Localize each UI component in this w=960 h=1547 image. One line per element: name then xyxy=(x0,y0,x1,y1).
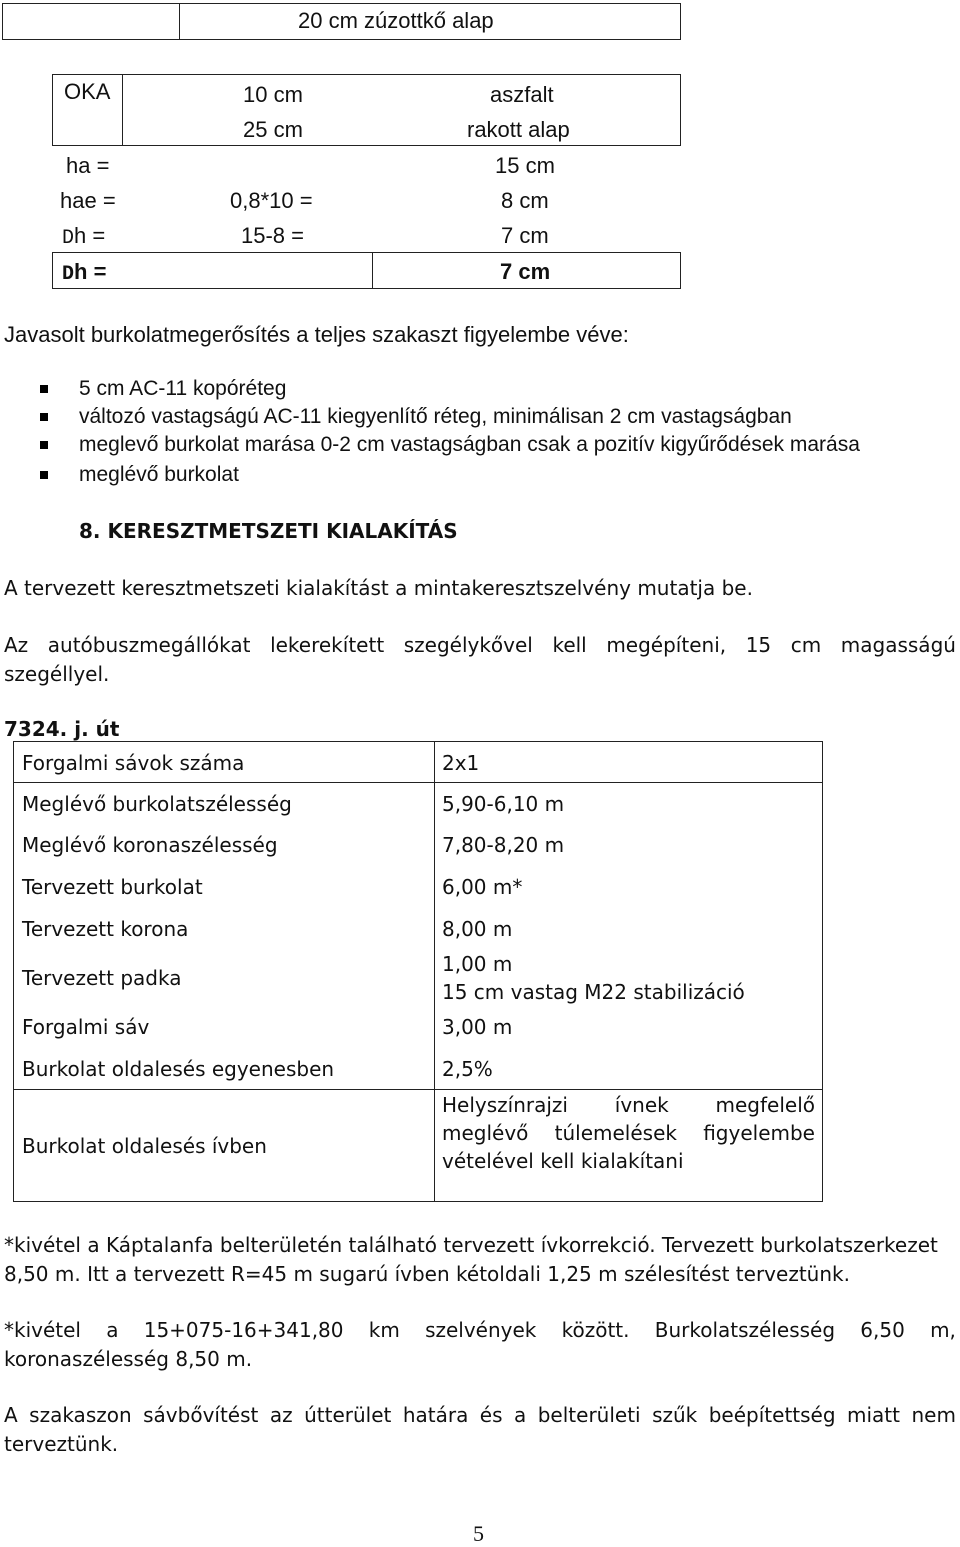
bullet-marker xyxy=(40,441,48,449)
paragraph: A tervezett keresztmetszeti kialakítást a mintakeresztszelvény mutatja be. xyxy=(4,576,753,600)
word: beépítettség xyxy=(708,1403,836,1427)
table-value: 2,5% xyxy=(442,1057,493,1081)
word: megépíteni, xyxy=(606,633,727,657)
word: túlemelések xyxy=(554,1121,677,1145)
word: magasságú xyxy=(840,633,956,657)
table-label: Burkolat oldalesés egyenesben xyxy=(22,1057,335,1081)
list-item: meglevő burkolat marása 0-2 cm vastagságban csak a pozitív kigyűrődések marása xyxy=(79,433,860,456)
table-label: Meglévő koronaszélesség xyxy=(22,833,278,857)
word: 15 xyxy=(745,633,772,657)
calc-table-result-frame xyxy=(52,252,681,289)
paragraph-end: szegéllyel. xyxy=(4,662,110,686)
calc-cell-text: h = xyxy=(74,223,106,248)
calc-table-frame xyxy=(52,74,681,146)
note-1-line-2: 8,50 m. Itt a tervezett R=45 m sugarú ívben kétoldali 1,25 m szélesítést terveztünk. xyxy=(4,1262,850,1286)
calc-cell-text: h = xyxy=(74,259,107,284)
word: belterületi xyxy=(537,1403,641,1427)
calc-cell: 15-8 = xyxy=(241,223,304,248)
word: megfelelő xyxy=(715,1093,815,1117)
table-value-line: vételével kell kialakítani xyxy=(442,1149,684,1173)
proposal-heading: Javasolt burkolatmegerősítés a teljes szakaszt figyelembe véve: xyxy=(4,322,629,347)
word: nem xyxy=(911,1403,956,1427)
road-title: 7324. j. út xyxy=(4,717,120,741)
calc-cell xyxy=(62,259,106,286)
table-label: Forgalmi sáv xyxy=(22,1015,150,1039)
list-item: változó vastagságú AC-11 kiegyenlítő réteg, minimálisan 2 cm vastagságban xyxy=(79,405,792,428)
word: Az xyxy=(4,633,29,657)
road-table-row-divider xyxy=(13,1089,823,1090)
calc-cell: 10 cm xyxy=(243,82,303,107)
calc-cell: 25 cm xyxy=(243,117,303,142)
calc-cell: OKA xyxy=(64,79,111,104)
word: a xyxy=(106,1318,119,1342)
calc-cell: ha = xyxy=(66,153,110,178)
word: figyelembe xyxy=(703,1121,815,1145)
table-label: Meglévő burkolatszélesség xyxy=(22,792,292,816)
note-3-line-2: terveztünk. xyxy=(4,1432,119,1456)
word: között. xyxy=(561,1318,630,1342)
word: szegélykővel xyxy=(403,633,533,657)
word: az xyxy=(269,1403,293,1427)
table-label: Tervezett burkolat xyxy=(22,875,203,899)
note-1-line-1: *kivétel a Káptalanfa belterületén található tervezett ívkorrekció. Tervezett burkolatszerkezet xyxy=(4,1233,938,1257)
calc-cell: aszfalt xyxy=(490,82,554,107)
word: szakaszon xyxy=(29,1403,132,1427)
calc-cell: 8 cm xyxy=(501,188,549,213)
calc-cell: 0,8*10 = xyxy=(230,188,313,213)
word: ívnek xyxy=(614,1093,669,1117)
table-value: 7,80-8,20 m xyxy=(442,833,565,857)
table-value-justified xyxy=(442,1093,815,1117)
word: 6,50 xyxy=(860,1318,905,1342)
list-item: meglévő burkolat xyxy=(79,463,239,486)
word: Burkolatszélesség xyxy=(654,1318,836,1342)
bullet-marker xyxy=(40,413,48,421)
word: cm xyxy=(790,633,822,657)
table-label: Forgalmi sávok száma xyxy=(22,751,245,775)
road-table-row-divider xyxy=(13,782,823,783)
word: szelvények xyxy=(425,1318,537,1342)
calc-table-result-divider xyxy=(372,252,373,289)
word: miatt xyxy=(847,1403,900,1427)
table-value-line2: 15 cm vastag M22 stabilizáció xyxy=(442,980,745,1004)
bullet-marker xyxy=(40,385,48,393)
calc-cell: 7 cm xyxy=(500,259,551,284)
word: útterület xyxy=(304,1403,392,1427)
word: kell xyxy=(552,633,587,657)
table-value: 3,00 m xyxy=(442,1015,513,1039)
calc-table-divider xyxy=(122,74,123,146)
word: szűk xyxy=(652,1403,698,1427)
table-label: Tervezett korona xyxy=(22,917,189,941)
note-3-justified xyxy=(4,1403,956,1427)
word: meglévő xyxy=(442,1121,529,1145)
delta-symbol: D xyxy=(62,227,75,250)
word: sávbővítést xyxy=(143,1403,259,1427)
note-2-line-2: koronaszélesség 8,50 m. xyxy=(4,1347,253,1371)
calc-cell: 15 cm xyxy=(495,153,555,178)
table-label: Tervezett padka xyxy=(22,966,182,990)
table-value: 2x1 xyxy=(442,751,480,775)
table-value: 1,00 m xyxy=(442,952,513,976)
table-value-justified xyxy=(442,1121,815,1145)
word: határa xyxy=(402,1403,469,1427)
page-number: 5 xyxy=(473,1521,484,1546)
table-label: Burkolat oldalesés ívben xyxy=(22,1134,267,1158)
word: autóbuszmegállókat xyxy=(47,633,251,657)
table-value: 6,00 m* xyxy=(442,875,523,899)
section-title: 8. KERESZTMETSZETI KIALAKÍTÁS xyxy=(79,519,458,543)
paragraph-justified xyxy=(4,633,956,657)
calc-cell: 7 cm xyxy=(501,223,549,248)
word: és xyxy=(479,1403,503,1427)
bullet-marker xyxy=(40,471,48,479)
word: m, xyxy=(930,1318,956,1342)
list-item: 5 cm AC-11 kopóréteg xyxy=(79,377,287,400)
note-2-justified xyxy=(4,1318,956,1342)
word: *kivétel xyxy=(4,1318,81,1342)
table-value: 8,00 m xyxy=(442,917,513,941)
calc-cell xyxy=(62,223,105,250)
word: a xyxy=(514,1403,527,1427)
word: 15+075-16+341,80 xyxy=(143,1318,344,1342)
word: lekerekített xyxy=(270,633,385,657)
calc-cell: hae = xyxy=(60,188,116,213)
top-box-title: 20 cm zúzottkő alap xyxy=(298,8,494,33)
delta-symbol: D xyxy=(62,263,75,286)
top-box-divider xyxy=(179,3,180,40)
word: km xyxy=(368,1318,400,1342)
word: A xyxy=(4,1403,18,1427)
calc-cell: rakott alap xyxy=(467,117,570,142)
word: Helyszínrajzi xyxy=(442,1093,568,1117)
road-table-col-divider xyxy=(434,741,435,1202)
table-value: 5,90-6,10 m xyxy=(442,792,565,816)
